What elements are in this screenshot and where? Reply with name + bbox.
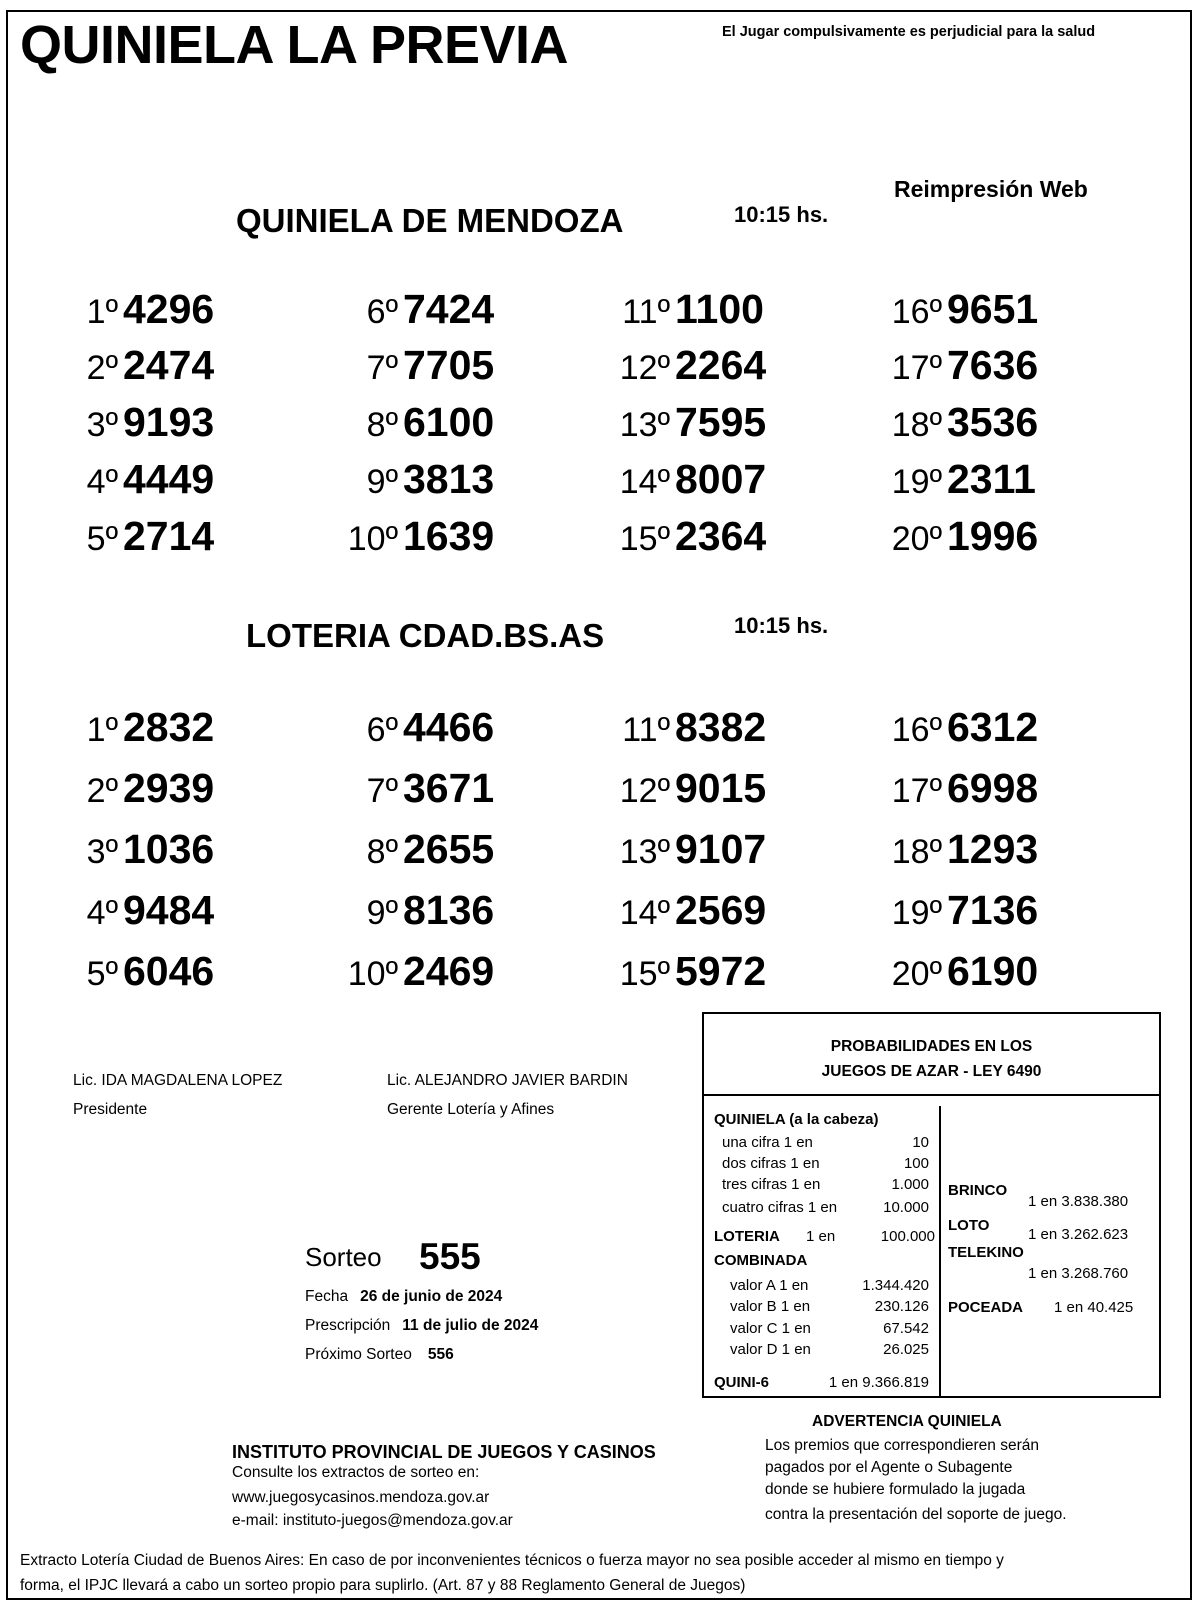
prob-row-label: cuatro cifras 1 en [722, 1199, 838, 1216]
result-position: 1º [86, 293, 118, 331]
result-number: 7136 [947, 887, 1039, 933]
result-position: 18º [891, 833, 942, 871]
result-number: 1293 [947, 826, 1039, 872]
result-number: 9651 [947, 286, 1039, 332]
result-cell [70, 399, 270, 446]
advertencia-line: donde se hubiere formulado la jugada [765, 1481, 1026, 1498]
result-cell [70, 456, 270, 503]
brinco-label: BRINCO [948, 1182, 1008, 1199]
result-cell [330, 456, 530, 503]
result-cell [330, 513, 530, 560]
result-position: 3º [86, 406, 118, 444]
result-cell [330, 342, 530, 389]
result-cell [600, 513, 800, 560]
result-number: 2939 [123, 765, 215, 811]
result-cell [70, 286, 270, 333]
result-number: 6998 [947, 765, 1039, 811]
result-position: 16º [891, 711, 942, 749]
result-number: 2655 [403, 826, 495, 872]
result-number: 1100 [675, 286, 764, 332]
divider [939, 1106, 941, 1398]
prob-row-value: 100 [903, 1155, 929, 1172]
result-number: 1639 [403, 513, 495, 559]
brinco-value: 1 en 3.838.380 [1028, 1193, 1129, 1210]
result-position: 5º [86, 955, 118, 993]
result-number: 8136 [403, 887, 495, 933]
prescripcion-label: Prescripción [305, 1317, 391, 1334]
prob-row-label: valor B 1 en [730, 1298, 811, 1315]
result-position: 11º [622, 711, 670, 749]
result-number: 2311 [947, 456, 1036, 502]
result-position: 8º [366, 406, 398, 444]
result-position: 19º [891, 463, 942, 501]
result-position: 12º [619, 349, 670, 387]
result-position: 4º [86, 894, 118, 932]
result-number: 2569 [675, 887, 767, 933]
divider [704, 1094, 1159, 1096]
poceada-label: POCEADA [948, 1299, 1024, 1316]
prob-row-label: valor C 1 en [730, 1320, 811, 1337]
result-cell [330, 399, 530, 446]
prob-row-value: 1.344.420 [862, 1277, 929, 1294]
combinada-label: COMBINADA [714, 1252, 808, 1269]
signature-name: Lic. ALEJANDRO JAVIER BARDIN [387, 1072, 628, 1089]
loteria-label: LOTERIA [714, 1228, 780, 1245]
prob-row-value: 10.000 [883, 1199, 929, 1216]
result-cell [70, 765, 270, 812]
result-position: 14º [619, 463, 670, 501]
result-cell [330, 765, 530, 812]
result-cell [330, 948, 530, 995]
institute-line: Consulte los extractos de sorteo en: [232, 1464, 480, 1481]
result-position: 15º [619, 520, 670, 558]
result-number: 4466 [403, 704, 495, 750]
prob-row-label: valor D 1 en [730, 1341, 811, 1358]
result-number: 3671 [403, 765, 495, 811]
result-number: 8007 [675, 456, 767, 502]
result-cell [872, 456, 1072, 503]
health-warning: El Jugar compulsivamente es perjudicial para la salud [722, 24, 1096, 40]
sorteo-number: 555 [419, 1236, 481, 1277]
loteria-value: 100.000 [880, 1228, 935, 1245]
result-position: 6º [366, 293, 398, 331]
result-position: 7º [366, 772, 398, 810]
fecha-line [305, 1288, 502, 1306]
result-cell [330, 704, 530, 751]
advertencia-line: pagados por el Agente o Subagente [765, 1459, 1013, 1476]
telekino-value: 1 en 3.268.760 [1028, 1265, 1129, 1282]
result-position: 7º [366, 349, 398, 387]
prob-row-label: dos cifras 1 en [722, 1155, 820, 1172]
result-number: 6046 [123, 948, 215, 994]
result-cell [872, 948, 1072, 995]
result-position: 11º [622, 293, 670, 331]
result-cell [600, 948, 800, 995]
fecha-label: Fecha [305, 1288, 349, 1305]
result-cell [70, 342, 270, 389]
institute-website: www.juegosycasinos.mendoza.gov.ar [232, 1489, 490, 1506]
prob-row-value: 67.542 [883, 1320, 929, 1337]
result-number: 2474 [123, 342, 215, 388]
result-position: 2º [86, 772, 118, 810]
quini6-label: QUINI-6 [714, 1374, 770, 1391]
result-number: 2832 [123, 704, 215, 750]
result-number: 7636 [947, 342, 1039, 388]
section-title-loteria: LOTERIA CDAD.BS.AS [246, 617, 605, 654]
result-number: 2469 [403, 948, 495, 994]
result-number: 4296 [123, 286, 215, 332]
advertencia-line: contra la presentación del soporte de juego. [765, 1506, 1067, 1523]
result-number: 9484 [123, 887, 215, 933]
section-title-mendoza: QUINIELA DE MENDOZA [236, 202, 624, 239]
sorteo-label: Sorteo [305, 1242, 382, 1272]
result-position: 14º [619, 894, 670, 932]
result-position: 17º [891, 772, 942, 810]
result-number: 8382 [675, 704, 767, 750]
result-position: 1º [86, 711, 118, 749]
result-number: 4449 [123, 456, 215, 502]
prescripcion-line [305, 1317, 538, 1335]
prob-row-value: 230.126 [874, 1298, 929, 1315]
signature-name: Lic. IDA MAGDALENA LOPEZ [73, 1072, 283, 1089]
poceada-value: 1 en 40.425 [1054, 1299, 1134, 1316]
result-cell [872, 887, 1072, 934]
result-number: 2264 [675, 342, 767, 388]
result-number: 7705 [403, 342, 495, 388]
advertencia-line: Los premios que correspondieren serán [765, 1437, 1039, 1454]
result-number: 2364 [675, 513, 767, 559]
result-cell [70, 948, 270, 995]
loteria-en: 1 en [806, 1228, 836, 1245]
prob-row-value: 10 [912, 1134, 929, 1151]
proximo-value: 556 [427, 1346, 454, 1363]
result-number: 5972 [675, 948, 767, 994]
footer-note: forma, el IPJC llevará a cabo un sorteo propio para suplirlo. (Art. 87 y 88 Reglamento General de Juegos) [20, 1577, 746, 1594]
result-position: 18º [891, 406, 942, 444]
result-position: 2º [86, 349, 118, 387]
result-cell [872, 286, 1072, 333]
result-cell [600, 456, 800, 503]
result-position: 10º [347, 520, 398, 558]
proximo-label: Próximo Sorteo [305, 1346, 412, 1363]
section-time-loteria: 10:15 hs. [734, 613, 829, 638]
result-position: 9º [366, 894, 398, 932]
result-position: 17º [891, 349, 942, 387]
result-cell [70, 826, 270, 873]
result-position: 13º [619, 406, 670, 444]
quini6-value: 1 en 9.366.819 [828, 1374, 929, 1391]
probabilities-box [702, 1012, 1161, 1398]
fecha-value: 26 de junio de 2024 [360, 1288, 503, 1305]
reprint-label: Reimpresión Web [894, 176, 1088, 202]
result-position: 20º [891, 955, 942, 993]
institute-email: e-mail: instituto-juegos@mendoza.gov.ar [232, 1512, 513, 1529]
result-number: 7424 [403, 286, 495, 332]
result-cell [70, 513, 270, 560]
result-number: 9107 [675, 826, 767, 872]
probabilities-title: PROBABILIDADES EN LOS [830, 1038, 1033, 1055]
result-cell [70, 887, 270, 934]
result-number: 9015 [675, 765, 767, 811]
footer-note: Extracto Lotería Ciudad de Buenos Aires: En caso de por inconvenientes técnicos o fuerza mayor no sea posible acceder al mismo en tiempo y [20, 1552, 1004, 1569]
result-position: 13º [619, 833, 670, 871]
institute-name: INSTITUTO PROVINCIAL DE JUEGOS Y CASINOS [232, 1442, 656, 1462]
result-number: 6100 [403, 399, 495, 445]
result-cell [70, 704, 270, 751]
result-position: 12º [619, 772, 670, 810]
probabilities-subtitle: JUEGOS DE AZAR - LEY 6490 [821, 1063, 1042, 1080]
result-number: 6190 [947, 948, 1039, 994]
result-cell [330, 286, 530, 333]
result-position: 20º [891, 520, 942, 558]
result-cell [600, 399, 800, 446]
telekino-label: TELEKINO [948, 1244, 1024, 1261]
prob-row-value: 26.025 [883, 1341, 929, 1358]
prob-row-label: una cifra 1 en [722, 1134, 813, 1151]
loto-value: 1 en 3.262.623 [1028, 1226, 1129, 1243]
result-position: 3º [86, 833, 118, 871]
result-position: 16º [891, 293, 942, 331]
result-number: 2714 [123, 513, 215, 559]
section-time-mendoza: 10:15 hs. [734, 202, 829, 227]
result-cell [872, 826, 1072, 873]
loto-label: LOTO [948, 1217, 990, 1234]
result-cell [330, 826, 530, 873]
prob-row-label: valor A 1 en [730, 1277, 809, 1294]
result-cell [872, 513, 1072, 560]
result-cell [600, 286, 800, 333]
result-position: 9º [366, 463, 398, 501]
result-cell [330, 887, 530, 934]
result-number: 3536 [947, 399, 1039, 445]
result-number: 9193 [123, 399, 215, 445]
prob-row-value: 1.000 [891, 1176, 929, 1193]
result-cell [872, 765, 1072, 812]
signature-role: Presidente [73, 1101, 148, 1118]
result-position: 19º [891, 894, 942, 932]
result-position: 10º [347, 955, 398, 993]
signature-role: Gerente Lotería y Afines [387, 1101, 555, 1118]
result-number: 3813 [403, 456, 495, 502]
result-position: 15º [619, 955, 670, 993]
page-title: QUINIELA LA PREVIA [20, 15, 569, 75]
result-number: 7595 [675, 399, 767, 445]
result-number: 6312 [947, 704, 1039, 750]
result-number: 1996 [947, 513, 1039, 559]
advertencia-title: ADVERTENCIA QUINIELA [812, 1413, 1002, 1430]
result-position: 4º [86, 463, 118, 501]
result-cell [872, 342, 1072, 389]
prob-row-label: tres cifras 1 en [722, 1176, 821, 1193]
result-position: 6º [366, 711, 398, 749]
result-cell [600, 887, 800, 934]
result-position: 5º [86, 520, 118, 558]
result-number: 1036 [123, 826, 215, 872]
result-cell [872, 704, 1072, 751]
result-cell [600, 342, 800, 389]
result-cell [872, 399, 1072, 446]
result-cell [600, 704, 800, 751]
result-cell [600, 826, 800, 873]
proximo-sorteo-line [305, 1346, 454, 1364]
result-position: 8º [366, 833, 398, 871]
prescripcion-value: 11 de julio de 2024 [402, 1317, 539, 1334]
result-cell [600, 765, 800, 812]
quiniela-label: QUINIELA (a la cabeza) [714, 1111, 879, 1128]
